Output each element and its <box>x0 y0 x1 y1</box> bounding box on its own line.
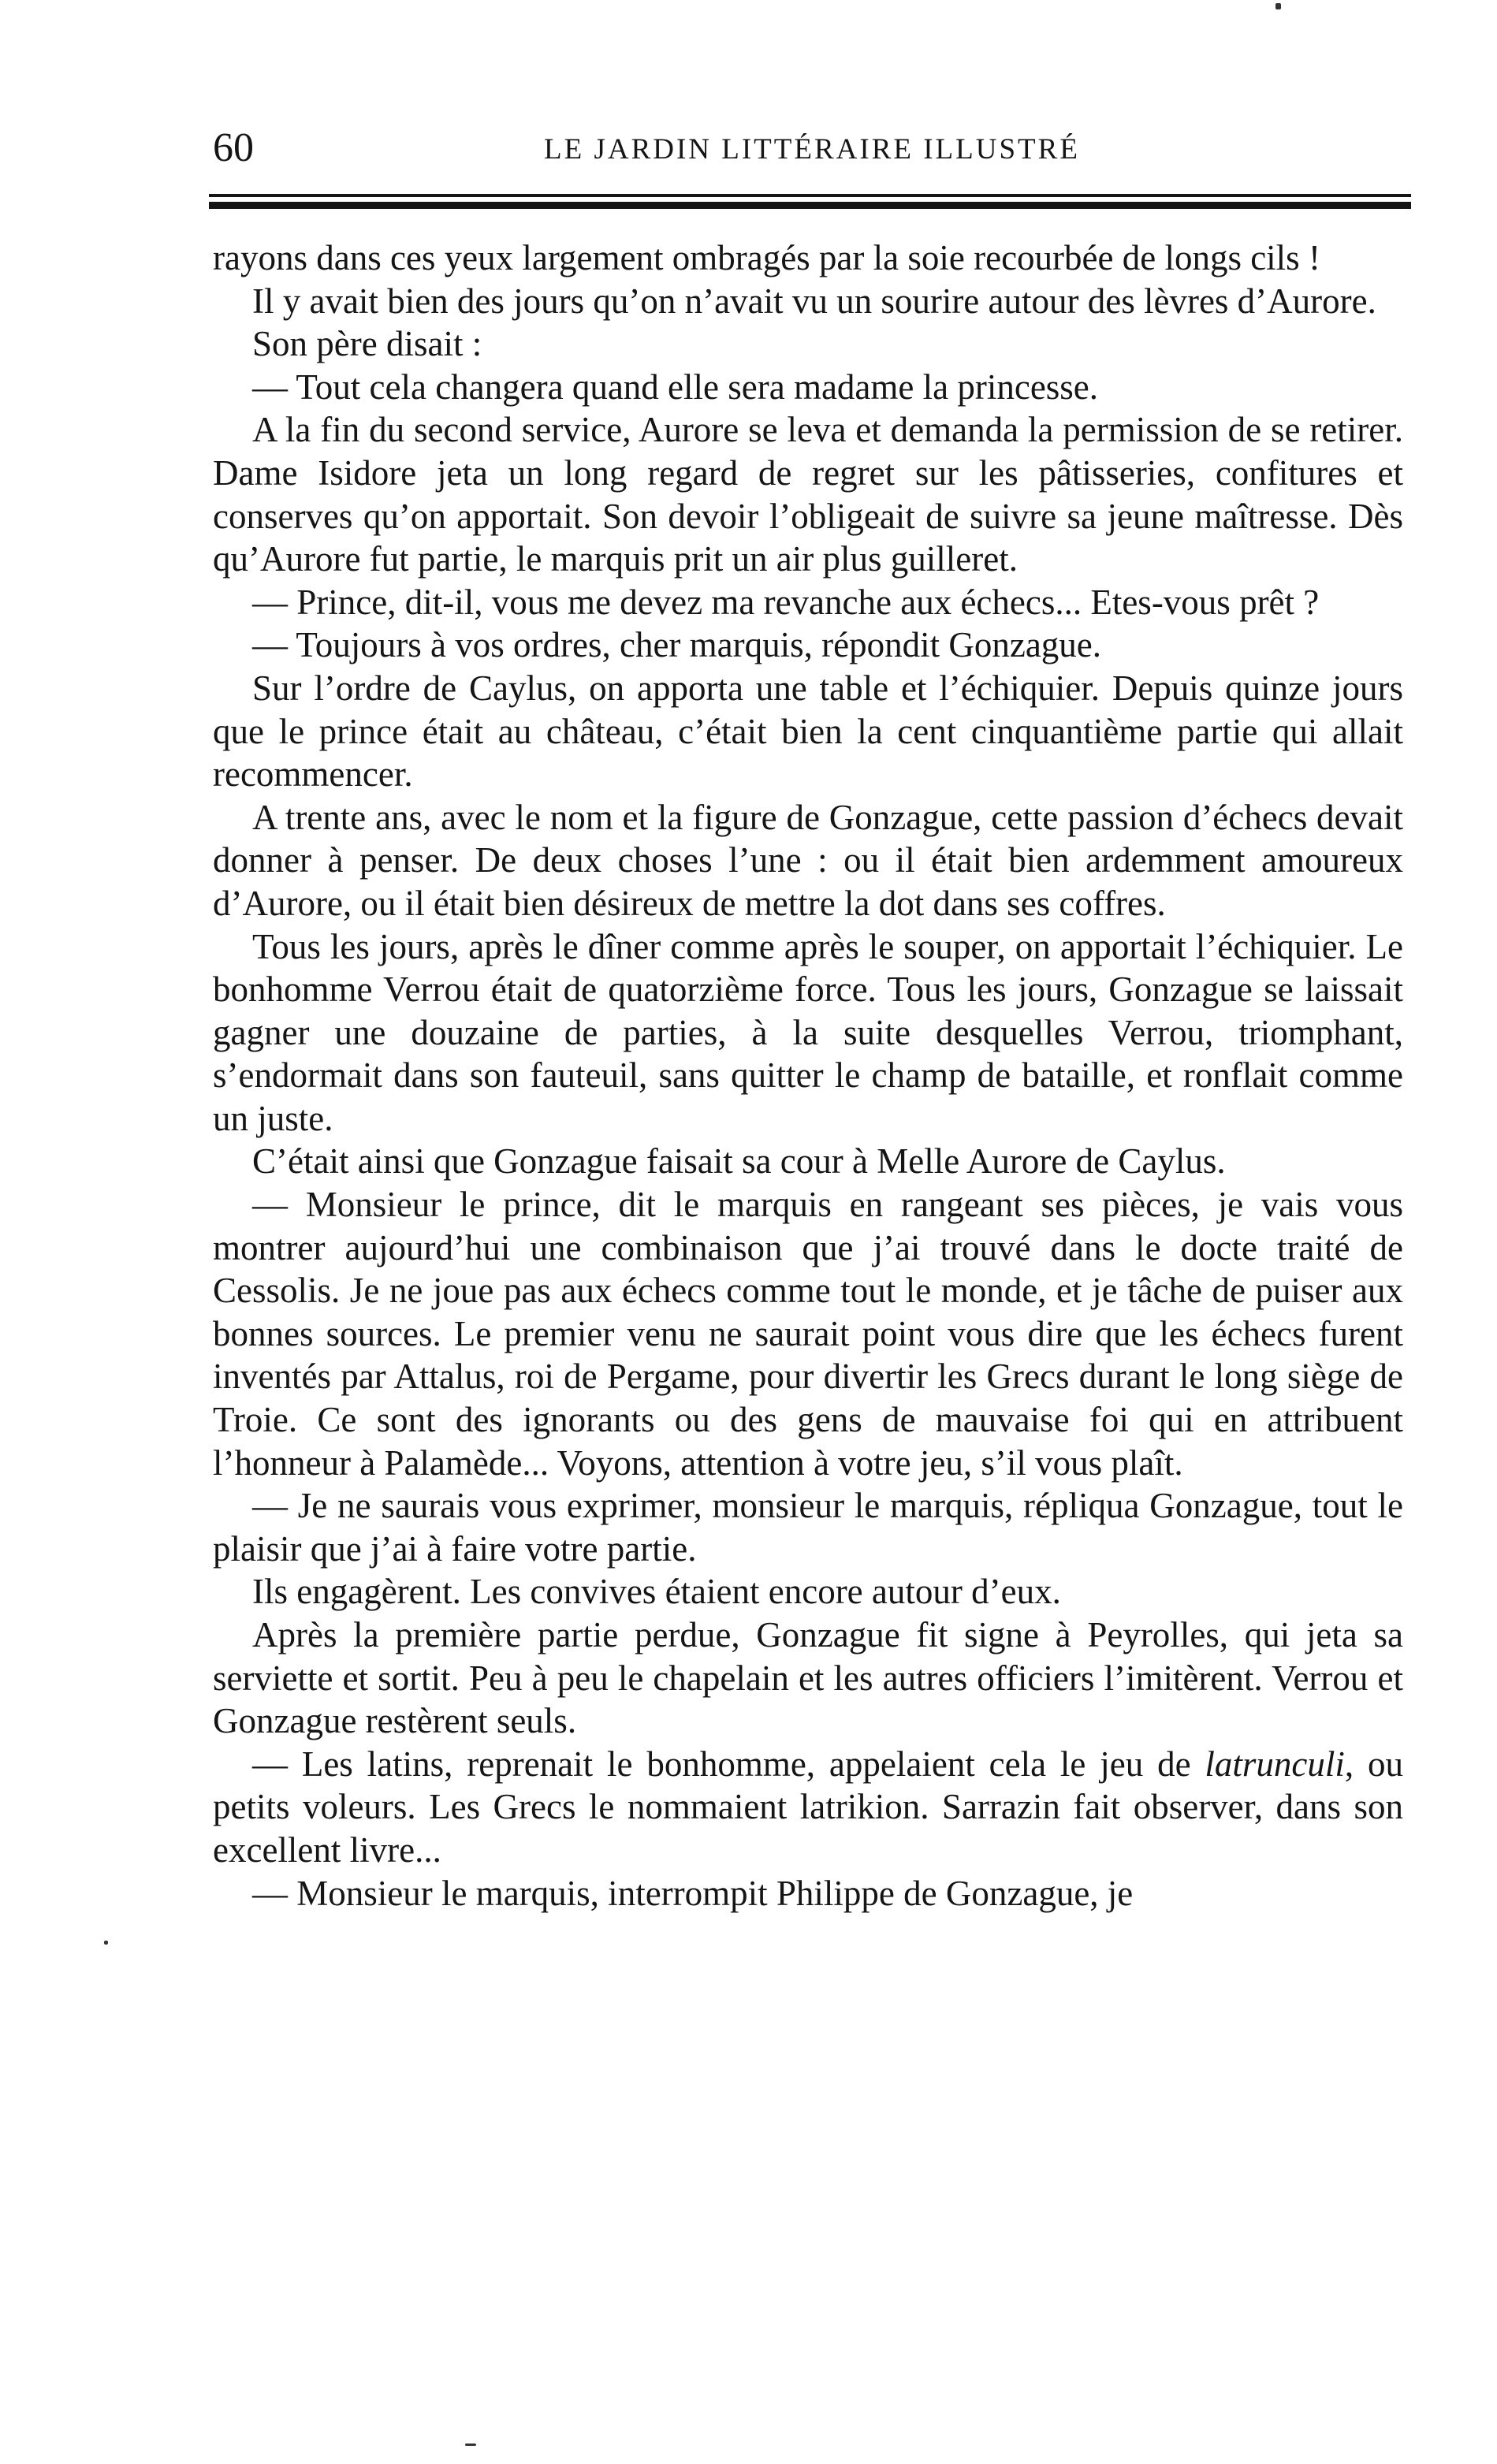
paragraph: Ils engagèrent. Les convives étaient encore autour d’eux. <box>252 1572 1061 1612</box>
paragraph: Son père disait : <box>252 324 482 364</box>
paragraph: — Prince, dit-il, vous me devez ma revanche aux échecs... Etes-vous prêt ? <box>252 582 1320 622</box>
running-title: LE JARDIN LITTÉRAIRE ILLUSTRÉ <box>544 133 1080 166</box>
paragraph: Il y avait bien des jours qu’on n’avait vu un sourire autour des lèvres d’Aurore. <box>252 281 1376 321</box>
print-speck-margin <box>104 1941 108 1945</box>
paragraph: Tous les jours, après le dîner comme après le souper, on apportait l’échiquier. Le bonhomme Verrou était de quatorzième force. Tous les jours, Gonzague se laissait gagner une douzaine de parties, à la suite desquelles Verrou, triomphant, s’endormait dans son fauteuil, sans quitter le champ de bataille, et ronflait comme un juste. <box>213 926 1403 1138</box>
latin-text-after: , ou petits voleurs. Les Grecs le nommaient latrikion. Sarrazin fait observer, dans son excellent livre... <box>213 1744 1404 1870</box>
paragraph: — Je ne saurais vous exprimer, monsieur le marquis, répliqua Gonzague, tout le plaisir que j’ai à faire votre partie. <box>213 1486 1403 1569</box>
header-rule-thin <box>209 194 1411 197</box>
print-speck-top <box>1275 3 1281 9</box>
page-header <box>213 125 1411 180</box>
paragraph: A la fin du second service, Aurore se leva et demanda la permission de se retirer. Dame Isidore jeta un long regard de regret sur les pâtisseries, confitures et conserves qu’on apportait. Son devoir l’obligeait de suivre sa jeune maîtresse. Dès qu’Aurore fut partie, le marquis prit un air plus guilleret. <box>213 410 1403 579</box>
paragraph: — Tout cela changera quand elle sera madame la princesse. <box>252 367 1099 407</box>
page-number: 60 <box>213 125 254 170</box>
paragraph: Après la première partie perdue, Gonzague fit signe à Peyrolles, qui jeta sa serviette et sortit. Peu à peu le chapelain et les autres officiers l’imitèrent. Verrou et Gonzague restèrent seuls. <box>213 1615 1403 1741</box>
paragraph: Sur l’ordre de Caylus, on apporta une table et l’échiquier. Depuis quinze jours que le prince était au château, c’était bien la cent cinquantième partie qui allait recommencer. <box>213 668 1403 795</box>
print-speck-bottom <box>465 2444 476 2446</box>
paragraph: — Monsieur le prince, dit le marquis en rangeant ses pièces, je vais vous montrer aujourd’hui une combinaison que j’ai trouvé dans le docte traité de Cessolis. Je ne joue pas aux échecs comme tout le monde, et je tâche de puiser aux bonnes sources. Le premier venu ne saurait point vous dire que les échecs furent inventés par Attalus, roi de Pergame, pour divertir les Grecs durant le long siège de Troie. Ce sont des ignorants ou des gens de mauvaise foi qui en attribuent l’honneur à Palamède... Voyons, attention à votre jeu, s’il vous plaît. <box>213 1185 1403 1483</box>
header-rule-thick <box>209 202 1411 209</box>
latin-text-before: — Les latins, reprenait le bonhomme, appelaient cela le jeu de <box>252 1744 1205 1784</box>
paragraph-continued: rayons dans ces yeux largement ombragés par la soie recourbée de longs cils ! <box>213 238 1320 277</box>
paragraph: C’était ainsi que Gonzague faisait sa cour à Melle Aurore de Caylus. <box>252 1141 1226 1182</box>
paragraph: A trente ans, avec le nom et la figure de Gonzague, cette passion d’échecs devait donner à penser. De deux choses l’une : ou il était bien ardemment amoureux d’Aurore, ou il était bien désireux de mettre la dot dans ses coffres. <box>213 797 1403 923</box>
paragraph-last: — Monsieur le marquis, interrompit Philippe de Gonzague, je <box>252 1873 1134 1913</box>
paragraph: — Toujours à vos ordres, cher marquis, répondit Gonzague. <box>252 625 1102 665</box>
body-text <box>213 236 1403 1915</box>
latin-term: latrunculi <box>1205 1744 1345 1784</box>
paragraph-latin <box>213 1743 1403 1872</box>
